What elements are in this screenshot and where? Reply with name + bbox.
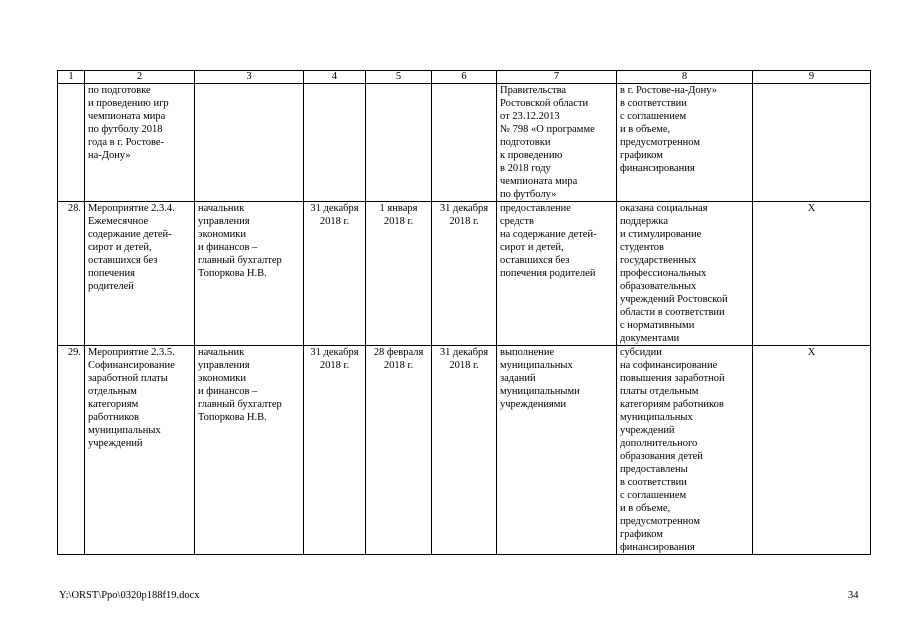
end-date-cell [432, 84, 497, 202]
column-number: 8 [617, 71, 753, 84]
column-number: 1 [58, 71, 85, 84]
column-number: 3 [195, 71, 304, 84]
result-cell: выполнение муниципальных заданий муниципальными учреждениями [497, 346, 617, 555]
date-cell [304, 84, 366, 202]
end-date-cell: 31 декабря 2018 г. [432, 346, 497, 555]
start-date-cell: 1 января 2018 г. [366, 202, 432, 346]
responsible-cell: начальник управления экономики и финансов – главный бухгалтер Топоркова Н.В. [195, 346, 304, 555]
event-cell: Мероприятие 2.3.5. Софинансирование заработной платы отдельным категориям работников муниципальных учреждений [85, 346, 195, 555]
page-number: 34 [848, 590, 859, 601]
date-cell: 31 декабря 2018 г. [304, 346, 366, 555]
column-number: 9 [753, 71, 871, 84]
table-row [58, 84, 871, 202]
outcome-cell: оказана социальная поддержка и стимулирование студентов государственных профессиональных образовательных учреждений Ростовской области в соответствии с нормативными документами [617, 202, 753, 346]
row-number-cell: 29. [58, 346, 85, 555]
column-number: 5 [366, 71, 432, 84]
plan-table [57, 70, 871, 555]
column-number: 4 [304, 71, 366, 84]
result-cell: предоставление средств на содержание детей- сирот и детей, оставшихся без попечения родителей [497, 202, 617, 346]
column-number: 7 [497, 71, 617, 84]
row-number-cell [58, 84, 85, 202]
result-cell: Правительства Ростовской области от 23.12.2013 № 798 «О программе подготовки к проведению в 2018 году чемпионата мира по футболу» [497, 84, 617, 202]
column-number: 6 [432, 71, 497, 84]
outcome-cell: субсидии на софинансирование повышения заработной платы отдельным категориям работников муниципальных учреждений дополнительного образования детей предоставлены в соответствии с соглашением и в объеме, предусмотренном графиком финансирования [617, 346, 753, 555]
outcome-cell: в г. Ростове-на-Дону» в соответствии с соглашением и в объеме, предусмотренном графиком финансирования [617, 84, 753, 202]
file-path: Y:\ORST\Ppo\0320p188f19.docx [59, 590, 200, 601]
end-date-cell: 31 декабря 2018 г. [432, 202, 497, 346]
row-number-cell: 28. [58, 202, 85, 346]
mark-cell: Х [753, 346, 871, 555]
date-cell: 31 декабря 2018 г. [304, 202, 366, 346]
start-date-cell: 28 февраля 2018 г. [366, 346, 432, 555]
column-number: 2 [85, 71, 195, 84]
mark-cell [753, 84, 871, 202]
event-cell: по подготовке и проведению игр чемпионата мира по футболу 2018 года в г. Ростове- на-Дону» [85, 84, 195, 202]
event-cell: Мероприятие 2.3.4. Ежемесячное содержание детей- сирот и детей, оставшихся без попечения родителей [85, 202, 195, 346]
responsible-cell: начальник управления экономики и финансов – главный бухгалтер Топоркова Н.В. [195, 202, 304, 346]
column-number-row [58, 71, 871, 84]
responsible-cell [195, 84, 304, 202]
table-row [58, 202, 871, 346]
mark-cell: Х [753, 202, 871, 346]
table-row [58, 346, 871, 555]
start-date-cell [366, 84, 432, 202]
